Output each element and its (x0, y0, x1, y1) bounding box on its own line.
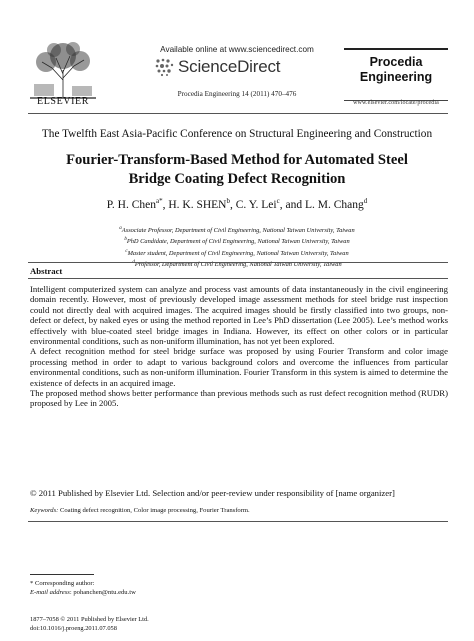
copyright-line: © 2011 Published by Elsevier Ltd. Selection and/or peer-review under responsibility of [name organizer] (30, 488, 395, 498)
journal-brand-line1: Procedia (369, 55, 423, 69)
abstract-bottom-rule (28, 521, 448, 522)
journal-brand-line2: Engineering (359, 70, 433, 84)
sciencedirect-brand: ScienceDirect (178, 57, 281, 76)
email-link[interactable]: : pohanchen@ntu.edu.tw (69, 589, 136, 596)
author-name: P. H. Chen (106, 198, 156, 211)
abstract-paragraph: A defect recognition method for steel bridge surface was proposed by using Fourier Transform and color image processing method in order to adapt to various background colors and overcome the influences from particular environmental conditions, such as non-uniform illumination. Fourier Transform in this system is aimed to determine the existence of defects in an acquired image. (30, 346, 448, 388)
affiliation-item: $^c$Master student, Department of Civil Engineering, National Taiwan University, Taiwan (125, 248, 349, 257)
publisher-name: ELSEVIER (36, 96, 90, 107)
author-list (0, 197, 474, 211)
header-divider (28, 113, 448, 114)
abstract-paragraph: Intelligent computerized system can analyze and process vast amounts of data instantaneously in the civil engineering domain recently. However, most of previously developed image assessment methods for steel bridge rust inspection could not directly deal with acquired images. The acquired images should be firstly classified into two groups, non-defect or defect, by naked eyes or using the method reported in Lee’s PhD dissertation (Lee 2005). Lee’s method works effectively with blue-coated steel bridge images in Indiana. However, its effect on other colors or in particular environmental conditions, such as non-uniform illumination, has not yet been explored. (30, 284, 448, 347)
keywords-label: Keywords: (30, 507, 59, 514)
affiliation-item: $^a$Associate Professor, Department of Civil Engineering, National Taiwan University, Taiwan (119, 226, 355, 235)
corresponding-author-note: * Corresponding author: (30, 580, 95, 587)
conference-name: The Twelfth East Asia-Pacific Conference on Structural Engineering and Construction (41, 128, 433, 140)
paper-title-line1: Fourier-Transform-Based Method for Automated Steel (66, 152, 408, 168)
doi-link[interactable]: doi:10.1016/j.proeng.2011.07.058 (30, 625, 117, 632)
journal-reference: Procedia Engineering 14 (2011) 470–476 (177, 90, 297, 98)
author-sup: b (226, 197, 230, 205)
email-label: E-mail address (30, 589, 70, 596)
author-sep: , (162, 198, 169, 211)
author-sep: , and (279, 198, 305, 211)
abstract-paragraph: The proposed method shows better performance than previous methods such as rust defect recognition method (RUDR) proposed by Lee in 2005. (30, 388, 448, 409)
sciencedirect-dots-icon (154, 57, 176, 77)
abstract-heading: Abstract (30, 266, 63, 276)
author-sup: c (276, 197, 280, 205)
journal-url: www.elsevier.com/locate/procedia (353, 100, 439, 106)
author-sep: , (229, 198, 236, 211)
paper-title-line2: Bridge Coating Defect Recognition (128, 171, 346, 187)
author-name: C. Y. Lei (235, 198, 277, 211)
abstract-heading-rule (28, 278, 448, 279)
abstract-top-rule (28, 262, 448, 263)
affiliation-item: $^d$Professor, Department of Civil Engineering, National Taiwan University, Taiwan (132, 259, 342, 269)
paper-title (0, 151, 474, 189)
email-line (30, 589, 136, 596)
author-name: H. K. SHEN (168, 198, 227, 211)
journal-brand-box (344, 48, 448, 101)
available-online-text: Available online at www.sciencedirect.com (160, 45, 314, 54)
author-sup: d (363, 197, 368, 205)
author-name: L. M. Chang (304, 198, 364, 211)
footnote-rule (30, 574, 94, 575)
issn-line: 1877–7058 © 2011 Published by Elsevier Ltd. (30, 616, 149, 623)
keywords-text: Coating defect recognition, Color image processing, Fourier Transform. (58, 507, 250, 514)
keywords-line (30, 507, 250, 514)
author-sup: a* (155, 197, 163, 205)
affiliation-item: $^b$PhD Candidate, Department of Civil Engineering, National Taiwan University, Taiwan (124, 237, 350, 246)
abstract-body (30, 284, 448, 409)
